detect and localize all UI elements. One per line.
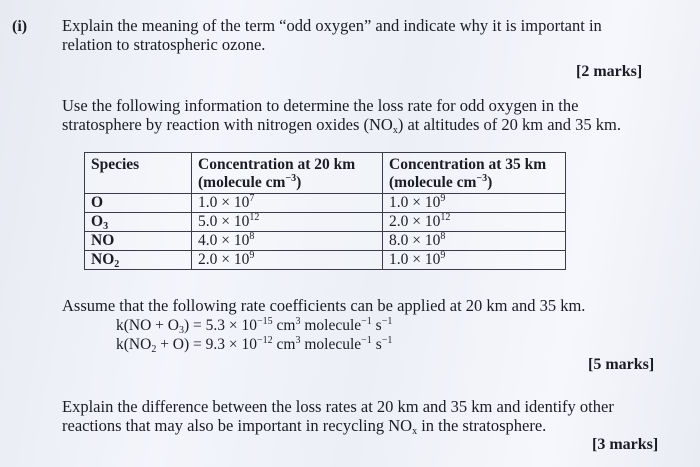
table-row (85, 251, 566, 270)
species-cell: $O_3$ (85, 213, 192, 232)
species-cell: O (85, 194, 192, 213)
conc-35km-cell: $2.0 \times 10^{12}$ (383, 213, 566, 232)
q4-marks: [3 marks] (592, 436, 659, 453)
part-label: (i) (12, 18, 28, 35)
q3-text (62, 296, 585, 315)
table-row (85, 213, 566, 232)
conc-35km-header: Concentration at 35 km (molecule $cm^{-3}$) (383, 153, 566, 194)
q3-marks: [5 marks] (588, 356, 655, 373)
conc-20km-header: Concentration at 20 km (molecule $cm^{-3}$) (192, 153, 383, 194)
conc-35km-cell: $1.0 \times 10^9$ (383, 194, 566, 213)
q4-line1: Explain the difference between the loss rates at 20 km and 35 km and identify other (62, 397, 614, 416)
species-cell: NO (85, 232, 192, 251)
rate-coefficient-1: $k(NO + O_3) = 5.3 \times 10^{-15}$ $cm^3$ molecule$^{-1}$ $s^{-1}$ (116, 316, 393, 336)
q4-text (62, 397, 614, 435)
conc-35km-cell: $8.0 \times 10^8$ (383, 232, 566, 251)
conc-20km-cell: $1.0 \times 10^7$ (192, 194, 383, 213)
conc-20km-cell: $5.0 \times 10^{12}$ (192, 213, 383, 232)
q1-line2: relation to stratospheric ozone. (62, 35, 266, 54)
rate-coefficient-2: $k(NO_2 + O) = 9.3 \times 10^{-12}$ $cm^3$ molecule$^{-1}$ $s^{-1}$ (116, 335, 393, 355)
species-cell: $NO_2$ (85, 251, 192, 270)
q1-text (62, 16, 602, 54)
q2-line2: stratosphere by reaction with nitrogen oxides $(NO_x)$ at altitudes of 20 km and 35 km. (62, 115, 622, 136)
table-row (85, 194, 566, 213)
table-row (85, 232, 566, 251)
q1-line1: Explain the meaning of the term “odd oxygen” and indicate why it is important in (62, 16, 602, 35)
q2-line1: Use the following information to determine the loss rate for odd oxygen in the (62, 96, 579, 115)
conc-20km-cell: $2.0 \times 10^9$ (192, 251, 383, 270)
q1-marks: [2 marks] (576, 63, 643, 80)
q4-line2: reactions that may also be important in recycling $NO_x$ in the stratosphere. (62, 416, 547, 437)
q3-line1: Assume that the following rate coefficients can be applied at 20 km and 35 km. (62, 296, 586, 315)
q2-text (62, 96, 621, 134)
conc-20km-cell: $4.0 \times 10^8$ (192, 232, 383, 251)
concentration-table (84, 152, 566, 270)
table-header-row (85, 153, 566, 194)
conc-35km-cell: $1.0 \times 10^9$ (383, 251, 566, 270)
species-header: Species (85, 153, 192, 194)
